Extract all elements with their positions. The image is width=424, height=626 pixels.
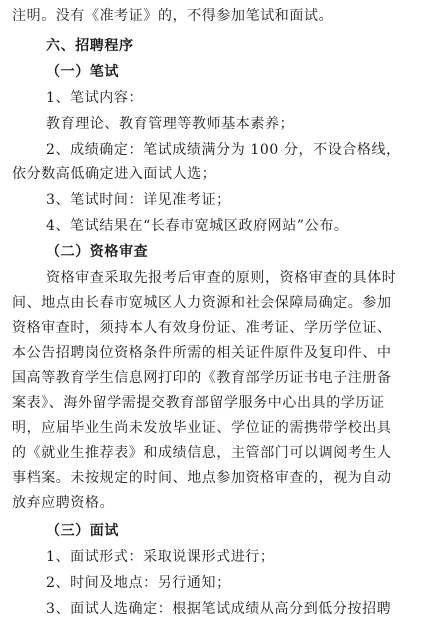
text-line: 放弃应聘资格。 [12,495,115,511]
text-line: 3、笔试时间：详见准考证； [46,192,231,208]
text-line: 教育理论、教育管理等教师基本素养； [46,116,295,132]
subsection-heading: （三）面试 [46,523,119,539]
text-line: 依分数高低确定进入面试人选； [12,166,217,182]
text-line: 资格审查采取先报考后审查的原则，资格审查的具体时 [46,270,397,286]
subsection-heading: （一）笔试 [46,64,119,80]
text-line: 2、成绩确定：笔试成绩满分为 100 分，不设合格线， [46,142,401,158]
text-line: 间、地点由长春市宽城区人力资源和社会保障局确定。参加 [12,295,392,311]
text-line: 案表》、海外留学需提交教育部留学服务中心出具的学历证 [12,395,385,411]
text-line: 资格审查时，须持本人有效身份证、准考证、学历学位证、 [12,320,392,336]
section-heading: 六、招聘程序 [46,38,134,54]
text-line: 注明。没有《准考证》的，不得参加笔试和面试。 [12,8,334,24]
text-line: 的《就业生推荐表》和成绩信息，主管部门可以调阅考生人 [12,445,392,461]
text-line: 国高等教育学生信息网打印的《教育部学历证书电子注册备 [12,370,392,386]
text-line: 2、时间及地点：另行通知； [46,575,231,591]
text-line: 4、笔试结果在“长春市宽城区政府网站”公布。 [46,218,349,234]
text-line: 1、笔试内容： [46,90,144,106]
text-line: 事档案。未按规定的时间、地点参加资格审查的，视为自动 [12,470,392,486]
text-line: 明，应届毕业生尚未发放毕业证、学位证的需携带学校出具 [12,420,392,436]
text-line: 3、面试人选确定：根据笔试成绩从高分到低分按招聘 [46,601,392,617]
subsection-heading: （二）资格审查 [46,244,149,260]
text-line: 本公告招聘岗位资格条件所需的相关证件原件及复印件、中 [12,345,392,361]
text-line: 1、面试形式：采取说课形式进行； [46,549,275,565]
